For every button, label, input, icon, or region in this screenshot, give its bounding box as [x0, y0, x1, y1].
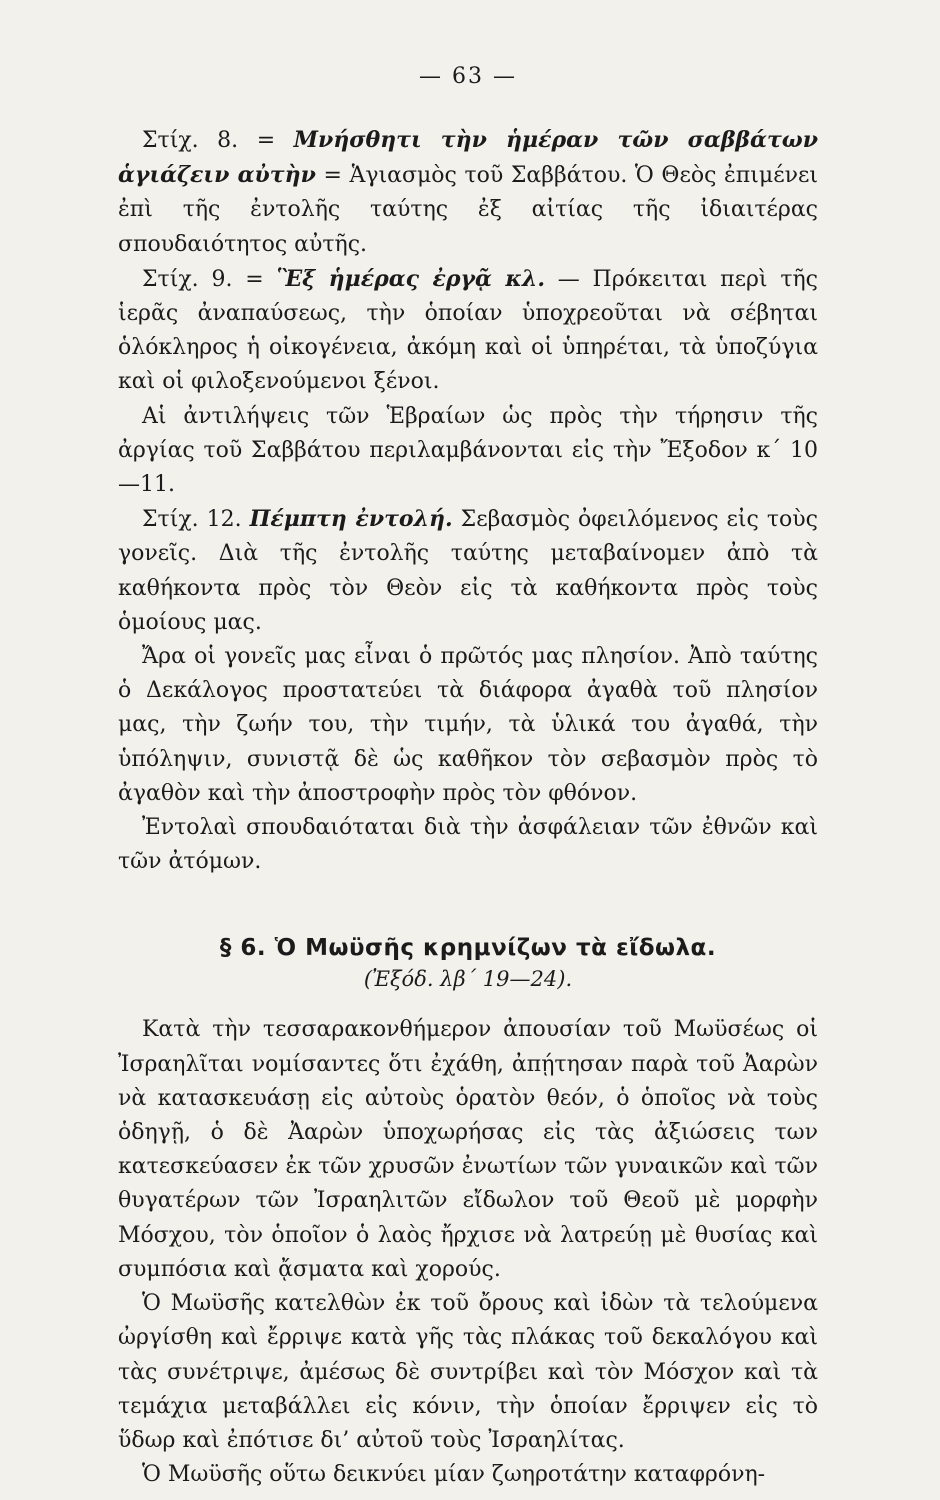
verse-8-lead: Στίχ. 8. =: [142, 128, 294, 153]
sabbath-views-paragraph: Αἱ ἀντιλήψεις τῶν Ἑβραίων ὡς πρὸς τὴν τήρησιν τῆς ἀργίας τοῦ Σαββάτου περιλαμβάνονται εἰς τὴν Ἔξοδον κ΄ 10—11.: [118, 403, 818, 498]
verse-9-quote: Ἓξ ἡμέρας ἐργᾷ κλ.: [276, 265, 545, 292]
verse-9-paragraph: [118, 262, 818, 400]
story-paragraph-1: Κατὰ τὴν τεσσαρακονθήμερον ἀπουσίαν τοῦ Μωϋσέως οἱ Ἰσραηλῖται νομίσαντες ὅτι ἐχάθη, ἀπῄτησαν παρὰ τοῦ Ἀαρὼν νὰ κατασκευάσῃ εἰς αὐτοὺς ὁρατὸν θεόν, ὁ ὁποῖος νὰ τοὺς ὁδηγῇ, ὁ δὲ Ἀαρὼν ὑποχωρήσας εἰς τὰς ἀξιώσεις των κατεσκεύασεν ἐκ τῶν χρυσῶν ἐνωτίων τῶν γυναικῶν καὶ τῶν θυγατέρων τῶν Ἰσραηλιτῶν εἴδωλον τοῦ Θεοῦ μὲ μορφὴν Μόσχου, τὸν ὁποῖον ὁ λαὸς ἤρχισε νὰ λατρεύῃ μὲ θυσίας καὶ συμπόσια καὶ ᾄσματα καὶ χορούς.: [118, 1017, 818, 1282]
story-paragraph-3: Ὁ Μωϋσῆς οὕτω δεικνύει μίαν ζωηροτάτην καταφρόνη-: [142, 1462, 766, 1488]
verse-9-lead: Στίχ. 9. =: [142, 266, 277, 292]
verse-8-paragraph: [118, 123, 818, 262]
section-heading: § 6. Ὁ Μωϋσῆς κρημνίζων τὰ εἴδωλα.: [219, 935, 717, 962]
commandments-importance-paragraph: Ἐντολαὶ σπουδαιόταται διὰ τὴν ἀσφάλειαν τῶν ἐθνῶν καὶ τῶν ἀτόμων.: [118, 815, 818, 875]
verse-12-lead: Στίχ. 12.: [142, 507, 250, 533]
section-reference: (Ἐξόδ. λβ΄ 19—24).: [363, 967, 573, 992]
page-number: — 63 —: [419, 64, 517, 89]
verse-8-text: = Ἁγιασμὸς τοῦ Σαββάτου. Ὁ Θεὸς ἐπιμένει ἐπὶ τῆς ἐντολῆς ταύτης ἐξ αἰτίας τῆς ἰδιαιτέρας σπουδαιότητος αὐτῆς.: [118, 163, 818, 257]
verse-9-text: — Πρόκειται περὶ τῆς ἱερᾶς ἀναπαύσεως, τὴν ὁποίαν ὑποχρεοῦται νὰ σέβηται ὁλόκληρος ἡ οἰκογένεια, ἀκόμη καὶ οἱ ὑπηρέται, τὰ ὑποζύγια καὶ οἱ φιλοξενούμενοι ξένοι.: [118, 266, 818, 395]
verse-12-quote: Πέμπτη ἐντολή.: [249, 506, 453, 533]
story-paragraph-2: Ὁ Μωϋσῆς κατελθὼν ἐκ τοῦ ὄρους καὶ ἰδὼν τὰ τελούμενα ὠργίσθη καὶ ἔρριψε κατὰ γῆς τὰς πλάκας τοῦ δεκαλόγου καὶ τὰς συνέτριψε, ἀμέσως δὲ συντρίβει καὶ τὸν Μόσχον καὶ τὰ τεμάχια μεταβάλλει εἰς κόνιν, τὴν ὁποίαν ἔρριψεν εἰς τὸ ὕδωρ καὶ ἐπότισε δι’ αὐτοῦ τοὺς Ἰσραηλίτας.: [118, 1291, 818, 1453]
verse-12-paragraph: [118, 502, 818, 640]
verse-12-text: Σεβασμὸς ὀφειλόμενος εἰς τοὺς γονεῖς. Διὰ τῆς ἐντολῆς ταύτης μεταβαίνομεν ἀπὸ τὰ καθήκοντα πρὸς τὸν Θεὸν εἰς τὰ καθήκοντα πρὸς τοὺς ὁμοίους μας.: [118, 507, 818, 635]
parents-neighbor-paragraph: Ἄρα οἱ γονεῖς μας εἶναι ὁ πρῶτός μας πλησίον. Ἀπὸ ταύτης ὁ Δεκάλογος προστατεύει τὰ διάφορα ἀγαθὰ τοῦ πλησίον μας, τὴν ζωήν του, τὴν τιμήν, τὰ ὑλικά του ἀγαθά, τὴν ὑπόληψιν, συνιστᾷ δὲ ὡς καθῆκον τὸν σεβασμὸν πρὸς τὸ ἀγαθὸν καὶ τὴν ἀποστροφὴν πρὸς τὸν φθόνον.: [118, 644, 818, 806]
verse-8-quote: Μνήσθητι τὴν ἡμέραν τῶν σαββάτων ἁγιάζειν αὐτὴν: [118, 127, 818, 189]
